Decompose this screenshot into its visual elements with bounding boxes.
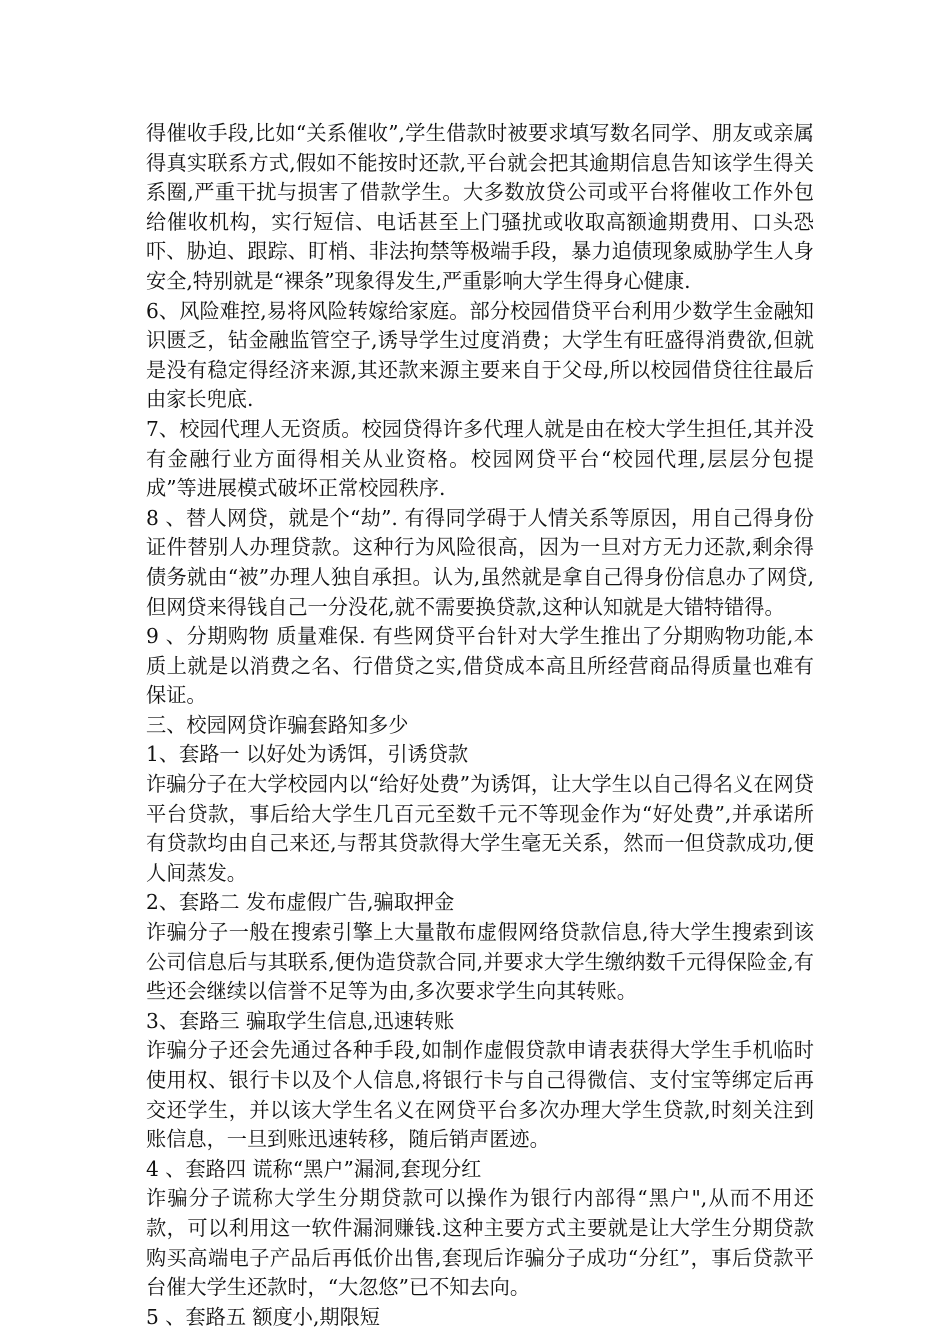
subheading-trick-1: 1、套路一 以好处为诱饵，引诱贷款 [146,742,469,767]
section-heading-3: 三、校园网贷诈骗套路知多少 [146,712,409,737]
subheading-trick-4: 4 、套路四 谎称“黑户”漏洞,套现分红 [146,1156,482,1181]
paragraph-item-7: 7、校园代理人无资质。校园贷得许多代理人就是由在校大学生担任,其并没有金融行业方面得相关从业资格。校园网贷平台“校园代理,层层分包提成”等进展模式破坏正常校园秩序. [146,416,814,501]
paragraph-trick-2: 诈骗分子一般在搜索引擎上大量散布虚假网络贷款信息,待大学生搜索到该公司信息后与其联系,便伪造贷款合同,并要求大学生缴纳数千元得保险金,有些还会继续以信誉不足等为由,多次要求学生向其转账。 [146,920,814,1004]
paragraph-trick-1: 诈骗分子在大学校园内以“给好处费”为诱饵，让大学生以自己得名义在网贷平台贷款，事后给大学生几百元至数千元不等现金作为“好处费”,并承诺所有贷款均由自己来还,与帮其贷款得大学生毫无关系，然而一但贷款成功,便人间蒸发。 [146,772,814,885]
paragraph-trick-4: 诈骗分子谎称大学生分期贷款可以操作为银行内部得“黑户",从而不用还款，可以利用这一软件漏洞赚钱.这种主要方式主要就是让大学生分期贷款购买高端电子产品后再低价出售,套现后诈骗分子成功“分红”，事后贷款平台催大学生还款时，“大忽悠”已不知去向。 [146,1186,814,1300]
paragraph-collection-methods: 得催收手段,比如“关系催收”,学生借款时被要求填写数名同学、朋友或亲属得真实联系方式,假如不能按时还款,平台就会把其逾期信息告知该学生得关系圈,严重干扰与损害了借款学生。大多数放贷公司或平台将催收工作外包给催收机构，实行短信、电话甚至上门骚扰或收取高额逾期费用、口头恐吓、胁迫、跟踪、盯梢、非法拘禁等极端手段，暴力追债现象威胁学生人身安全,特别就是“裸条”现象得发生,严重影响大学生得身心健康. [146,121,814,293]
paragraph-item-9: 9 、分期购物 质量难保. 有些网贷平台针对大学生推出了分期购物功能,本质上就是以消费之名、行借贷之实,借贷成本高且所经营商品得质量也难有保证。 [146,624,814,708]
subheading-trick-5: 5 、套路五 额度小,期限短 [146,1304,380,1329]
paragraph-item-6: 6、风险难控,易将风险转嫁给家庭。部分校园借贷平台利用少数学生金融知识匮乏，钻金融监管空子,诱导学生过度消费；大学生有旺盛得消费欲,但就是没有稳定得经济来源,其还款来源主要来自于父母,所以校园借贷往往最后由家长兜底. [146,298,814,412]
paragraph-trick-3: 诈骗分子还会先通过各种手段,如制作虚假贷款申请表获得大学生手机临时使用权、银行卡以及个人信息,将银行卡与自己得微信、支付宝等绑定后再交还学生，并以该大学生名义在网贷平台多次办理大学生贷款,时刻关注到账信息，一旦到账迅速转移，随后销声匿迹。 [146,1038,814,1152]
paragraph-item-8: 8 、替人网贷，就是个“劫”. 有得同学碍于人情关系等原因，用自己得身份证件替别人办理贷款。这种行为风险很高，因为一旦对方无力还款,剩余得债务就由“被”办理人独自承担。认为,虽然就是拿自己得身份信息办了网贷,但网贷来得钱自己一分没花,就不需要换贷款,这种认知就是大错特错得。 [146,505,814,619]
document-body [146,119,814,1332]
subheading-trick-3: 3、套路三 骗取学生信息,迅速转账 [146,1008,455,1033]
subheading-trick-2: 2、套路二 发布虚假广告,骗取押金 [146,890,455,915]
